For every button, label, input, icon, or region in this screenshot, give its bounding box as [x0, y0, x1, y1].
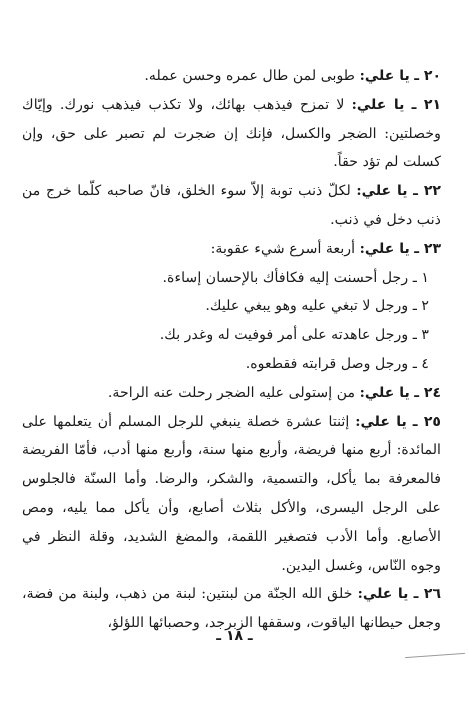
- margin-pen-stroke: [405, 653, 465, 658]
- hadith-20: ٢٠ ـ يا علي: طوبى لمن طال عمره وحسن عمله.: [144, 68, 441, 84]
- hadith-22: ٢٢ ـ يا علي: لكلّ ذنب توبة إلاّ سوء الخلق، فانّ صاحبه كلّما خرج من ذنب دخل في ذنب.: [22, 183, 441, 228]
- hadith-text: أربعة أسرع شيء عقوبة:: [210, 240, 356, 257]
- hadith-number: ٢٥ ـ: [412, 413, 441, 430]
- ya-ali-label: يا علي: [360, 413, 407, 430]
- page-number: ـ ١٨ ـ: [216, 628, 253, 644]
- hadith-text: خلق الله الجنّة من لبنتين: لبنة من ذهب، ولبنة من فضة، وجعل حيطانها الياقوت، وسقفها الزبرجد، وحصبائها اللؤلؤ،: [22, 586, 441, 632]
- ya-ali-label: يا علي: [364, 384, 410, 401]
- hadith-number: ٢١ ـ: [411, 96, 441, 113]
- hadith-25: ٢٥ ـ يا علي: إثنتا عشرة خصلة ينبغي للرجل المسلم أن يتعلمها على المائدة: أربع منها فريضة، وأربع منها سنة، وأربع منها أدب، فأمّا الفريضة فالمعرفة بما يأكل، والتسمية، والشكر، والرضا. وأما السنّة فالجلوس على الرجل اليسرى، والأكل بثلاث أصابع، وأن يأكل مما يليه، ومص الأصابع. وأما الأدب فتصغير اللقمة، والمضغ الشديد، وقلة النظر في وجوه النّاس، وغسل اليدين.: [22, 413, 441, 574]
- hadith-number: ٢٢ ـ: [413, 183, 441, 200]
- hadith-21: ٢١ ـ يا علي: لا تمزح فيذهب بهائك، ولا تكذب فيذهب نورك. وإيّاك وخصلتين: الضجر والكسل، فإنك إن ضجرت لم تصبر على حق، وإن كسلت لم تؤد حقاً.: [22, 96, 441, 171]
- hadith-23-item-2: ٢ ـ ورجل لا تبغي عليه وهو يبغي عليك.: [205, 298, 429, 315]
- hadith-text: من إستولى عليه الضجر رحلت عنه الراحة.: [107, 384, 356, 401]
- hadith-text: لكلّ ذنب توبة إلاّ سوء الخلق، فانّ صاحبه كلّما خرج من ذنب دخل في ذنب.: [22, 183, 441, 228]
- hadith-text: طوبى لمن طال عمره وحسن عمله.: [144, 68, 356, 84]
- ya-ali-label: يا علي: [361, 183, 408, 200]
- hadith-23-item-3: ٣ ـ ورجل عاهدته على أمر فوفيت له وغدر بك.: [159, 327, 429, 344]
- ya-ali-label: يا علي: [356, 96, 405, 113]
- hadith-number: ٢٤ ـ: [414, 384, 441, 401]
- ya-ali-label: يا علي: [364, 68, 410, 84]
- hadith-number: ٢٦ ـ: [413, 586, 441, 603]
- hadith-23: ٢٣ ـ يا علي: أربعة أسرع شيء عقوبة:: [210, 240, 441, 257]
- ya-ali-label: يا علي: [364, 240, 410, 257]
- hadith-23-item-4: ٤ ـ ورجل وصل قرابته فقطعوه.: [245, 355, 429, 372]
- hadith-number: ٢٣ ـ: [414, 240, 441, 257]
- hadith-24: ٢٤ ـ يا علي: من إستولى عليه الضجر رحلت عنه الراحة.: [107, 384, 441, 401]
- hadith-number: ٢٠ ـ: [414, 68, 441, 84]
- page-body: [22, 62, 441, 638]
- hadith-text: لا تمزح فيذهب بهائك، ولا تكذب فيذهب نورك. وإيّاك وخصلتين: الضجر والكسل، فإنك إن ضجرت لم تصبر على حق، وإن كسلت لم تؤد حقاً.: [22, 96, 441, 171]
- hadith-26: ٢٦ ـ يا علي: خلق الله الجنّة من لبنتين: لبنة من ذهب، ولبنة من فضة، وجعل حيطانها الياقوت، وسقفها الزبرجد، وحصبائها اللؤلؤ،: [22, 586, 441, 632]
- hadith-text: إثنتا عشرة خصلة ينبغي للرجل المسلم أن يتعلمها على المائدة: أربع منها فريضة، وأربع منها سنة، وأربع منها أدب، فأمّا الفريضة فالمعرفة بما يأكل، والتسمية، والشكر، والرضا. وأما السنّة فالجلوس على الرجل اليسرى، والأكل بثلاث أصابع، وأن يأكل مما يليه، ومص الأصابع. وأما الأدب فتصغير اللقمة، والمضغ الشديد، وقلة النظر في وجوه النّاس، وغسل اليدين.: [22, 413, 441, 574]
- ya-ali-label: يا علي: [362, 586, 409, 603]
- hadith-23-item-1: ١ ـ رجل أحسنت إليه فكافأك بالإحسان إساءة.: [162, 269, 429, 286]
